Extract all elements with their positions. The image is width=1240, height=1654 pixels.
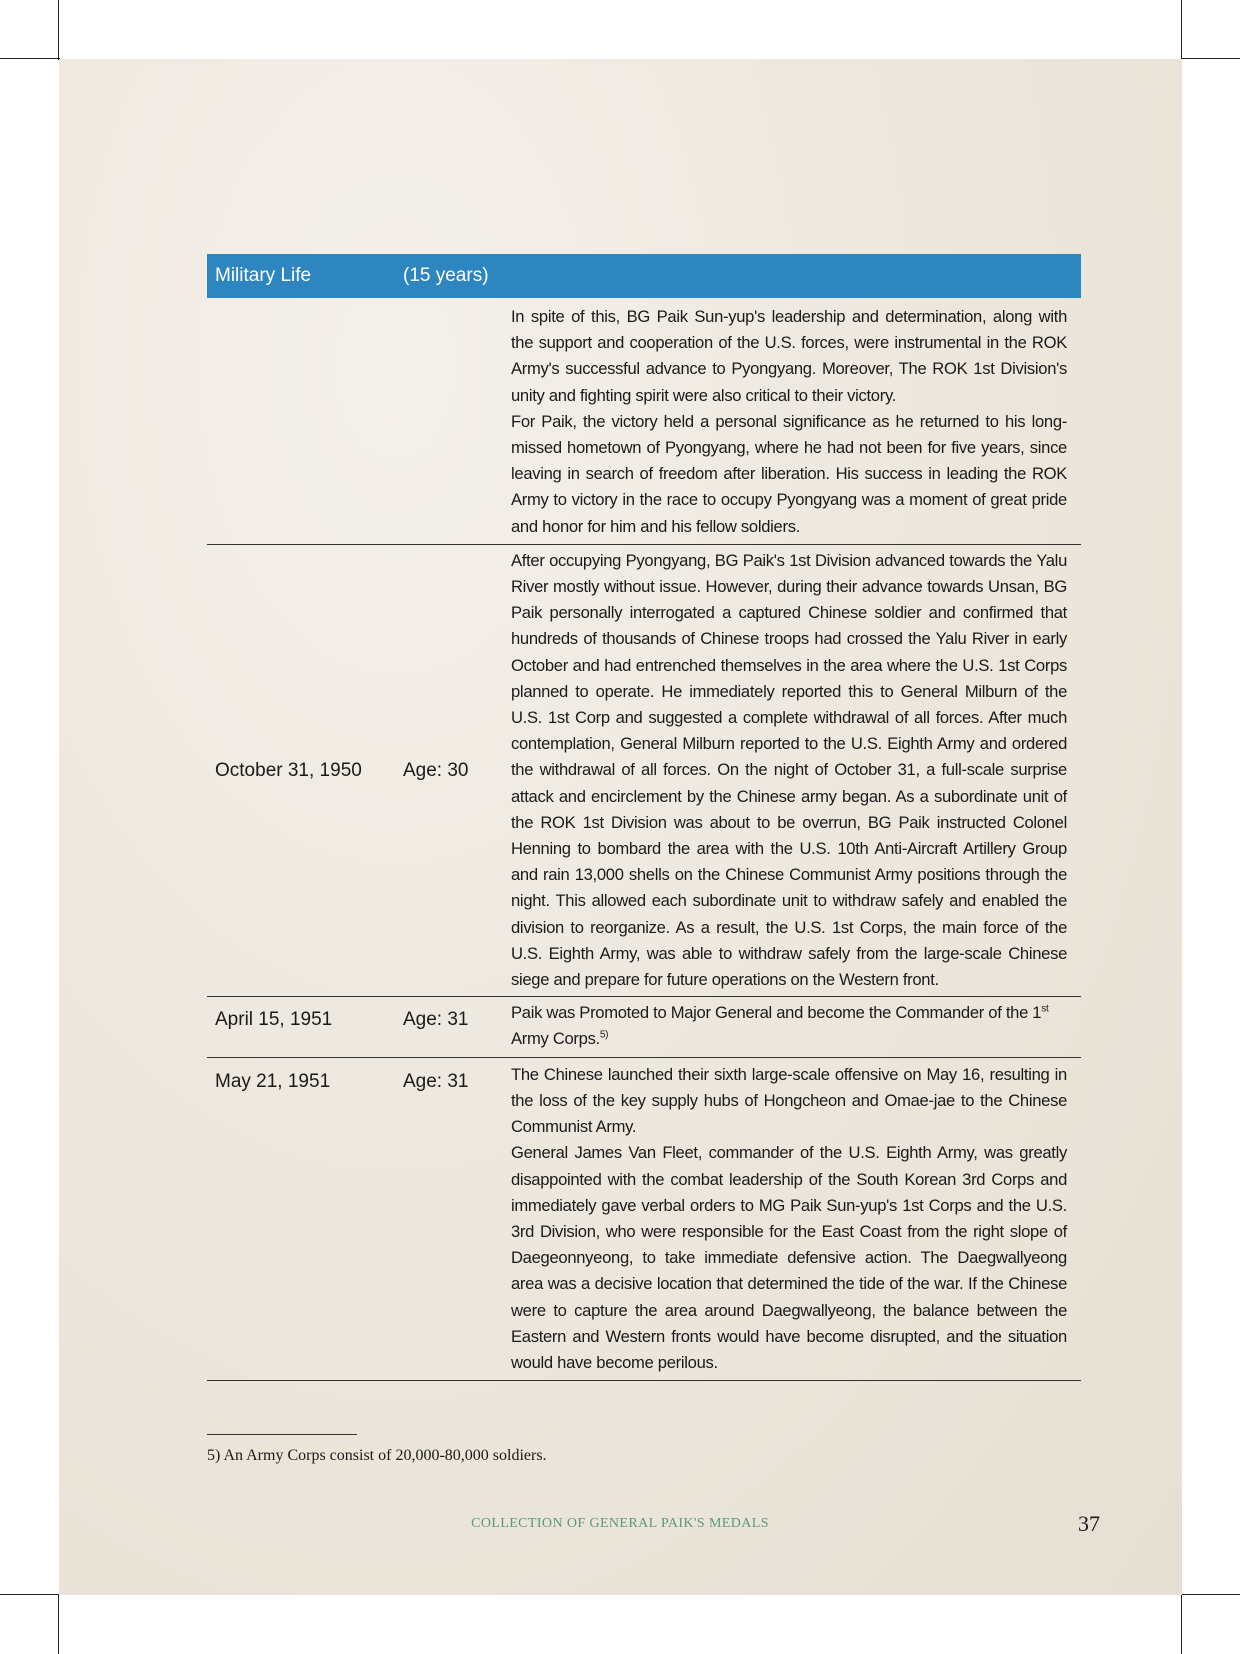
header-military-life: Military Life: [215, 265, 312, 286]
row-date: October 31, 1950: [215, 759, 362, 781]
paragraph: The Chinese launched their sixth large-scale offensive on May 16, resulting in the loss of the key supply hubs of Hongcheon and Omae-jae to the Chinese Communist Army.: [511, 1064, 1067, 1137]
paragraph: For Paik, the victory held a personal significance as he returned to his long-missed hometown of Pyongyang, where he had not been for five years, since leaving in search of freedom after liberation. His success in leading the ROK Army to victory in the race to occupy Pyongyang was a moment of great pride and honor for him and his fellow soldiers.: [511, 411, 1067, 536]
crop-mark: [1181, 0, 1182, 60]
crop-mark: [0, 1594, 60, 1595]
row-age: [403, 304, 507, 540]
row-age: Age: 31: [403, 1070, 469, 1092]
row-description: [511, 1062, 1067, 1376]
footnote-divider: [207, 1434, 357, 1435]
header-years: (15 years): [403, 265, 489, 286]
crop-mark: [1181, 1594, 1240, 1595]
timeline-table: [207, 254, 1081, 1381]
page-number: 37: [1078, 1511, 1100, 1536]
paragraph: After occupying Pyongyang, BG Paik's 1st Division advanced towards the Yalu River mostly without issue. However, during their advance towards Unsan, BG Paik personally interrogated a captured Chinese soldier and confirmed that hundreds of thousands of Chinese troops had crossed the Yalu River in early October and had entrenched themselves in the area where the U.S. 1st Corps planned to operate. He immediately reported this to General Milburn of the U.S. 1st Corp and suggested a complete withdrawal of all forces. After much contemplation, General Milburn reported to the U.S. Eighth Army and ordered the withdrawal of all forces. On the night of October 31, a full-scale surprise attack and encirclement by the Chinese army began. As a subordinate unit of the ROK 1st Division was about to be overrun, BG Paik instructed Colonel Henning to bombard the area with the U.S. 10th Anti-Aircraft Artillery Group and rain 13,000 shells on the Chinese Communist Army positions through the night. This allowed each subordinate unit to withdraw safely and enabled the division to reorganize. As a result, the U.S. 1st Corps, the main force of the U.S. Eighth Army, was able to withdraw safely from the large-scale Chinese siege and prepare for future operations on the Western front.: [511, 550, 1067, 990]
row-date: [207, 304, 403, 540]
row-age: Age: 30: [403, 759, 469, 781]
table-header: [207, 254, 1081, 298]
crop-mark: [0, 58, 60, 59]
crop-mark: [1181, 1594, 1182, 1654]
running-footer: COLLECTION OF GENERAL PAIK'S MEDALS: [471, 1516, 769, 1531]
crop-mark: [58, 0, 59, 60]
row-description: [511, 304, 1067, 540]
table-row: [207, 298, 1081, 545]
table-row: [207, 997, 1081, 1057]
table-row: [207, 545, 1081, 997]
footnote: 5) An Army Corps consist of 20,000-80,000 soldiers.: [207, 1447, 547, 1464]
crop-mark: [1181, 58, 1240, 59]
footnote-ref: 5): [599, 1029, 609, 1041]
row-age: Age: 31: [403, 1009, 469, 1031]
crop-mark: [58, 1594, 59, 1654]
row-description: [511, 1000, 1067, 1052]
paragraph: General James Van Fleet, commander of the U.S. Eighth Army, was greatly disappointed with the combat leadership of the South Korean 3rd Corps and immediately gave verbal orders to MG Paik Sun-yup's 1st Corps and the U.S. 3rd Division, who were responsible for the East Coast from the right slope of Daegeonnyeong, to take immediate defensive action. The Daegwallyeong area was a decisive location that determined the tide of the war. If the Chinese were to capture the area around Daegwallyeong, the balance between the Eastern and Western fronts would have become disrupted, and the situation would have become perilous.: [511, 1143, 1067, 1372]
text-segment: Paik was Promoted to Major General and become the Commander of the 1: [511, 1003, 1042, 1023]
row-date: April 15, 1951: [215, 1009, 333, 1031]
row-date: May 21, 1951: [215, 1070, 331, 1092]
ordinal-suffix: st: [1041, 1003, 1049, 1015]
text-segment: Army Corps.: [511, 1029, 600, 1049]
row-description: [511, 548, 1067, 993]
paragraph: In spite of this, BG Paik Sun-yup's leadership and determination, along with the support and cooperation of the U.S. forces, were instrumental in the ROK Army's successful advance to Pyongyang. Moreover, The ROK 1st Division's unity and fighting spirit were also critical to their victory.: [511, 307, 1067, 405]
table-row: [207, 1058, 1081, 1381]
